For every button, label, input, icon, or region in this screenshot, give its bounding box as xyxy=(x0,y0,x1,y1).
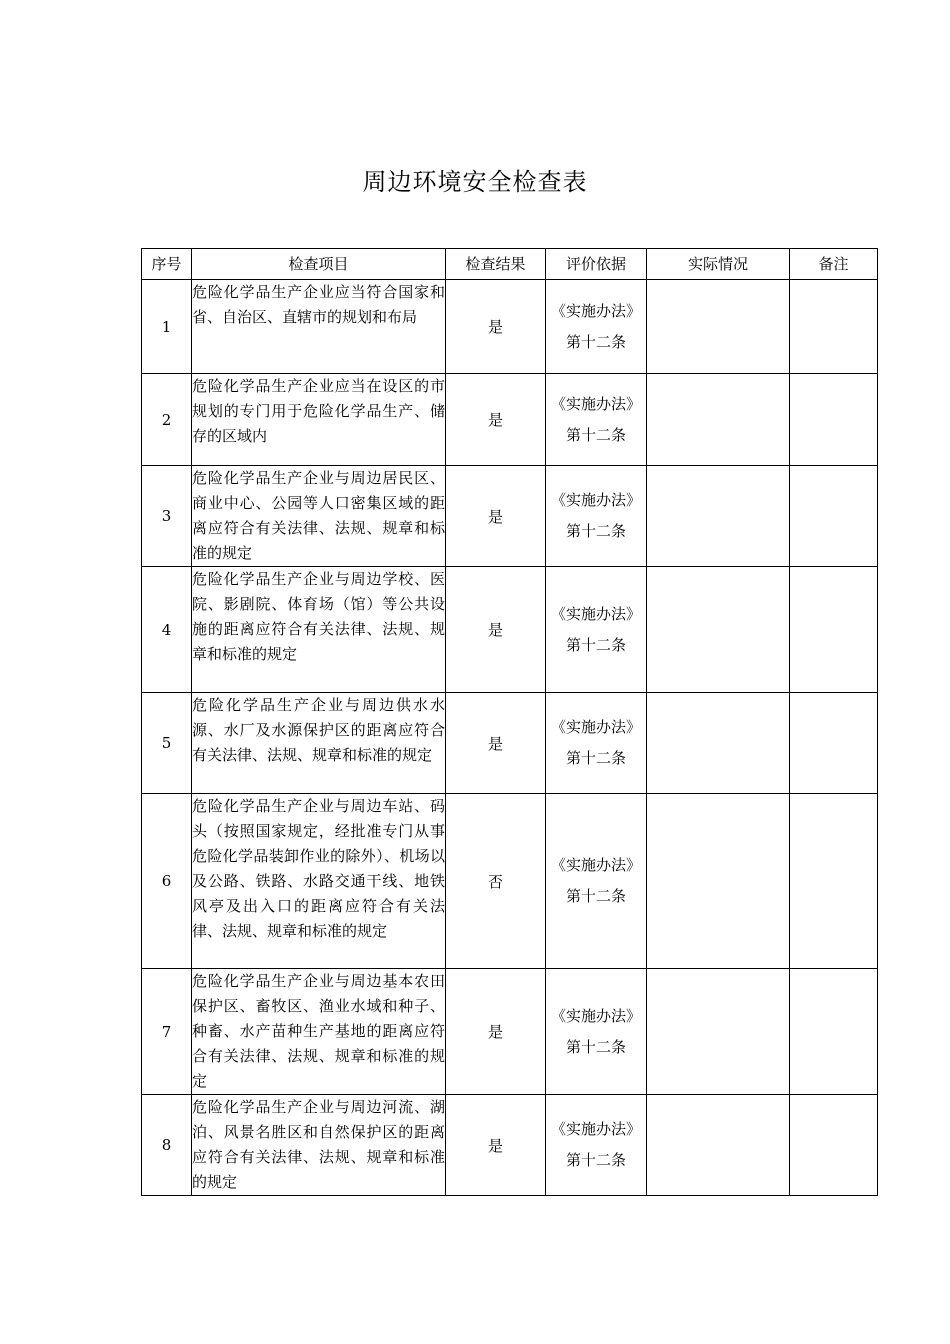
row-result: 是 xyxy=(446,280,546,374)
row-index: 8 xyxy=(142,1095,192,1196)
row-actual xyxy=(647,466,790,567)
table-row xyxy=(142,969,878,1095)
row-actual xyxy=(647,567,790,693)
row-result: 否 xyxy=(446,794,546,969)
row-result: 是 xyxy=(446,969,546,1095)
row-basis: 《实施办法》第十二条 xyxy=(546,374,647,466)
header-basis: 评价依据 xyxy=(546,249,647,280)
row-item: 危险化学品生产企业与周边河流、湖泊、风景名胜区和自然保护区的距离应符合有关法律、法规、规章和标准的规定 xyxy=(192,1095,446,1196)
row-actual xyxy=(647,693,790,794)
row-note xyxy=(790,374,878,466)
row-index: 6 xyxy=(142,794,192,969)
row-index: 4 xyxy=(142,567,192,693)
table-row xyxy=(142,693,878,794)
row-basis: 《实施办法》第十二条 xyxy=(546,1095,647,1196)
row-index: 7 xyxy=(142,969,192,1095)
table-row xyxy=(142,466,878,567)
row-result: 是 xyxy=(446,1095,546,1196)
row-item: 危险化学品生产企业应当在设区的市规划的专门用于危险化学品生产、储存的区域内 xyxy=(192,374,446,466)
table-header-row xyxy=(142,249,878,280)
header-actual: 实际情况 xyxy=(647,249,790,280)
row-note xyxy=(790,466,878,567)
row-basis: 《实施办法》第十二条 xyxy=(546,280,647,374)
row-basis: 《实施办法》第十二条 xyxy=(546,794,647,969)
row-actual xyxy=(647,794,790,969)
row-result: 是 xyxy=(446,374,546,466)
row-actual xyxy=(647,280,790,374)
document-title: 周边环境安全检查表 xyxy=(362,168,588,196)
row-basis: 《实施办法》第十二条 xyxy=(546,969,647,1095)
row-item: 危险化学品生产企业与周边基本农田保护区、畜牧区、渔业水域和种子、种畜、水产苗种生产基地的距离应符合有关法律、法规、规章和标准的规定 xyxy=(192,969,446,1095)
row-item: 危险化学品生产企业与周边供水水源、水厂及水源保护区的距离应符合有关法律、法规、规章和标准的规定 xyxy=(192,693,446,794)
row-item: 危险化学品生产企业应当符合国家和省、自治区、直辖市的规划和布局 xyxy=(192,280,446,374)
table-row xyxy=(142,1095,878,1196)
table-row xyxy=(142,374,878,466)
safety-check-table xyxy=(141,248,878,1196)
row-item: 危险化学品生产企业与周边学校、医院、影剧院、体育场（馆）等公共设施的距离应符合有关法律、法规、规章和标准的规定 xyxy=(192,567,446,693)
header-index: 序号 xyxy=(142,249,192,280)
header-note: 备注 xyxy=(790,249,878,280)
row-item: 危险化学品生产企业与周边车站、码头（按照国家规定，经批准专门从事危险化学品装卸作业的除外）、机场以及公路、铁路、水路交通干线、地铁风亭及出入口的距离应符合有关法律、法规、规章和标准的规定 xyxy=(192,794,446,969)
row-result: 是 xyxy=(446,567,546,693)
row-actual xyxy=(647,374,790,466)
row-note xyxy=(790,567,878,693)
row-note xyxy=(790,969,878,1095)
row-item: 危险化学品生产企业与周边居民区、商业中心、公园等人口密集区域的距离应符合有关法律、法规、规章和标准的规定 xyxy=(192,466,446,567)
table-row xyxy=(142,794,878,969)
row-note xyxy=(790,280,878,374)
row-note xyxy=(790,693,878,794)
row-basis: 《实施办法》第十二条 xyxy=(546,567,647,693)
row-index: 5 xyxy=(142,693,192,794)
row-result: 是 xyxy=(446,466,546,567)
row-note xyxy=(790,1095,878,1196)
row-actual xyxy=(647,1095,790,1196)
row-result: 是 xyxy=(446,693,546,794)
row-note xyxy=(790,794,878,969)
table-row xyxy=(142,567,878,693)
row-basis: 《实施办法》第十二条 xyxy=(546,693,647,794)
row-basis: 《实施办法》第十二条 xyxy=(546,466,647,567)
row-actual xyxy=(647,969,790,1095)
header-item: 检查项目 xyxy=(192,249,446,280)
header-result: 检查结果 xyxy=(446,249,546,280)
row-index: 1 xyxy=(142,280,192,374)
row-index: 2 xyxy=(142,374,192,466)
table-row xyxy=(142,280,878,374)
row-index: 3 xyxy=(142,466,192,567)
